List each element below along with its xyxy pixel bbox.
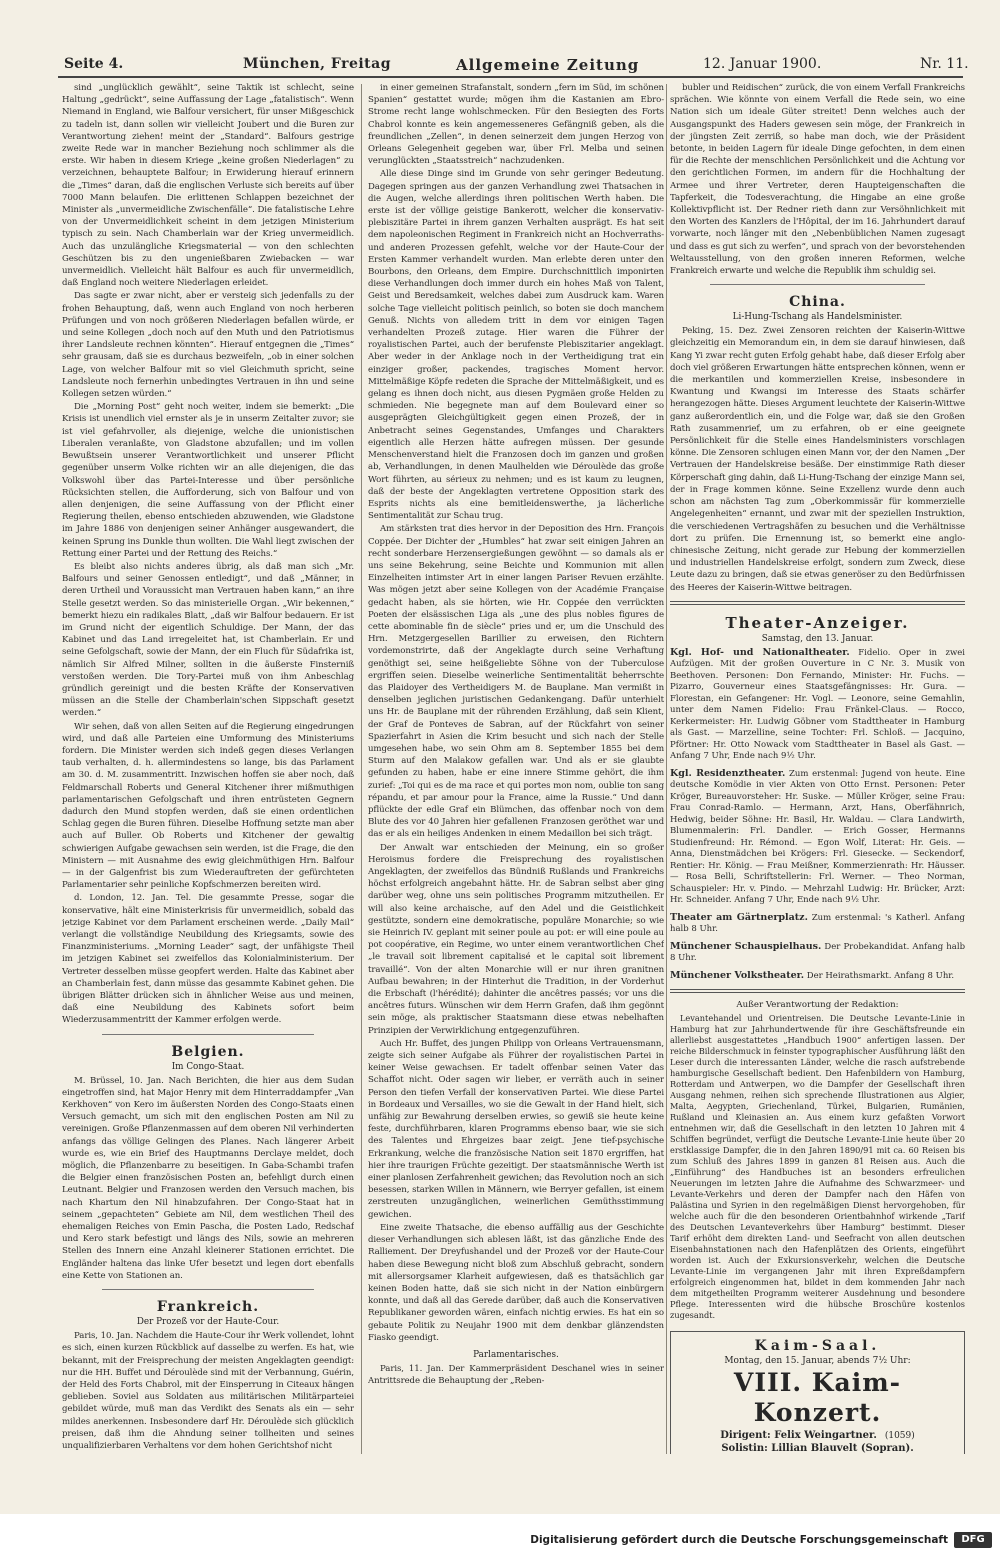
- article-paragraph: bubler und Reidischen“ zurück, die von einem Verfall Frankreichs sprächen. Wie könnte von einem Verfall die Rede sein, wo eine Nation sich um ideale Güter streitet! Denn welches auch der Ausgangspunkt des Haders gewesen sein möge, der Frankreich in der jüngsten Zeit zerriß, so habe man doch, wie der Präsident betonte, in beiden Lagern für ideale Dinge gefochten, in dem einen für die Rechte der menschlichen Persönlichkeit und die Achtung vor den gerichtlichen Formen, im andern für die Hochhaltung der Armee und ihrer Vertreter, deren Haupteigenschaften die Tapferkeit, die Todesverachtung, die Hingabe an eine große Kollektivpflicht ist. Der Redner rieth dann zur Versöhnlichkeit mit den Worten des Kanzlers de l'Hôpital, der im 16. Jahrhundert darauf vorwarte, noch länger mit den „Nebenbüblichen Namen zugesagt und dass es gut sich zu werfen“, und sprach von der bevorstehenden Weltausstellung, von den großen inneren Reformen, welche Frankreich erwarte und welche die Republik ihm schuldig sei.: [670, 83, 965, 277]
- article-paragraph: Eine zweite Thatsache, die ebenso auffällig aus der Geschichte dieser Verhandlungen sich ablesen läßt, ist das gänzliche Ende des Ralliement. Der Dreyfushandel und der Prozeß vor der Haute-Cour haben diese Bewegung nicht bloß zum Abschluß gebracht, sondern mit allersorgsamer Klarheit aufgewiesen, daß es thatsächlich gar keinen Boden hatte, daß sie sich nicht in der Nation einbürgern konnte, und daß all das Gerede darüber, daß auch die Konservativen Republikaner geworden wären, einfach nichtig erwies. Es hat ein so gebaute Politik zu Neujahr 1900 mit dem denkbar glänzendsten Fiasko geendigt.: [368, 1222, 664, 1343]
- ad-soloist: Solistin: Lillian Blauvelt (Sopran).: [721, 1443, 914, 1454]
- article-paragraph: Paris, 10. Jan. Nachdem die Haute-Cour ihr Werk vollendet, lohnt es sich, einen kurzen Rückblick auf dasselbe zu werfen. Es hat, wie bekannt, mit der Freisprechung der meisten Angeklagten geendigt: nur die HH. Buffet und Déroulède sind mit der Verbannung, Guérin, der Held des Forts Chabrol, mit der Einsperrung in Citeaux hängen geblieben. Soviel aus Soldaten aus militärischen Militärparteiei gebildet würde, muß man das Verdikt des Senats als ein — sehr mildes anerkennen. Insbesondere darf Hr. Déroulède sich glücklich preisen, daß ihm die Ahndung seiner tollheiten und seines unqualifizierbaren Verhaltens vor dem hohen Gerichtshof nicht: [62, 1331, 354, 1451]
- section-heading-belgien: Belgien.: [171, 1043, 245, 1060]
- page-number: Seite 4.: [64, 56, 124, 72]
- theater-name: Münchener Schauspielhaus.: [670, 940, 822, 952]
- ad-venue-title: Kaim-Saal.: [754, 1338, 881, 1355]
- article-paragraph: in einer gemeinen Strafanstalt, sondern „fern im Süd, im schönen Spanien“ gestattet wurde; mögen ihm die Kastanien am Ebro-Strome recht lange wohlschmecken. Für den Besiegten des Forts Chabrol konnte es kein angemesseneres Gefängniß geben, als die freundlichen „Zellen“, in denen seinerzeit dem jungen Herzog von Orleans Gelegenheit gegeben war, über Frl. Melba und seinen verunglückten „Staatsstreich“ nachzudenken.: [368, 83, 664, 167]
- section-subheading: Parlamentarisches.: [473, 1349, 559, 1360]
- theater-program: Der Heirathsmarkt. Anfang 8 Uhr.: [806, 970, 955, 981]
- theater-entry: [670, 768, 965, 907]
- digitization-footer: [0, 1514, 1000, 1556]
- dfg-logo: DFG: [954, 1532, 992, 1548]
- place-weekday: München, Freitag: [243, 56, 392, 72]
- theater-entry: [670, 912, 965, 936]
- section-divider: [102, 1289, 314, 1290]
- column-rule: [361, 84, 362, 1454]
- article-paragraph: Das sagte er zwar nicht, aber er versteig sich jedenfalls zu der frohen Behauptung, daß, wenn auch England von noch herberen Prüfungen und von noch größeren Niederlagen befallen würde, er und seine Kollegen „doch noch auf den Muth und den Patriotismus ihrer Landsleute rechnen könnten“. Hierauf entgegnen die „Times“ sehr grausam, daß sie es durchaus bezweifeln, „ob in einer solchen Lage, von welcher Balfour mit so viel Gleichmuth spricht, seine Landsleute noch fernerhin unbedingtes Vertrauen in ihn und seine Kollegen setzen würden.“: [62, 291, 354, 400]
- theater-heading: Theater-Anzeiger.: [725, 613, 910, 632]
- article-paragraph: sind „unglücklich gewählt“, seine Taktik ist schlecht, seine Haltung „gedrückt“, seine Auffassung der Lage „fatalistisch“. Wenn Niemand in England, wie Balfour versichert, für unser Mißgeschick zu tadeln ist, dann sollen wir vielleicht Joubert und die Buren zur Verantwortung ziehen! meint der „Standard“. Balfours gestrige zweite Rede war in mancher Beziehung noch schlimmer als die erste. Wir haben in diesem Kriege „keine großen Niederlagen“ zu verzeichnen, behauptete Balfour; in Erwiderung hierauf erinnern die „Times“ daran, daß die englischen Verluste sich bereits auf über 7000 Mann belaufen. Die erlittenen Schlappen bezeichnet der Minister als „unvermeidliche Zwischenfälle“. Die fatalistische Lehre von der Unvermeidlichkeit scheint in dem jetzigen Ministerium typisch zu sein. Nach Chamberlain war der Krieg unvermeidlich. Auch das unzulängliche Kriegsmaterial — von den schlechten Geschützen bis zu den ungenießbaren Zwiebacken — war unvermeidlich. Vielleicht hält Balfour es auch für unvermeidlich, daß England noch weitere Niederlagen erleidet.: [62, 83, 354, 289]
- ad-date: Montag, den 15. Januar, abends 7½ Uhr:: [724, 1356, 911, 1367]
- newspaper-title: Allgemeine Zeitung: [456, 56, 640, 74]
- ad-number: (1059): [884, 1431, 915, 1442]
- column-3: [670, 82, 965, 1454]
- theater-date: Samstag, den 13. Januar.: [761, 633, 874, 644]
- issue-date: 12. Januar 1900.: [703, 56, 822, 72]
- article-paragraph: Es bleibt also nichts anderes übrig, als daß man sich „Mr. Balfours und seiner Genossen entledigt“, und daß „Männer, in deren Urtheil und Voraussicht man Vertrauen haben kann,“ an ihre Stelle gesetzt werden. So das ministerielle Organ. „Wir bekennen,“ bemerkt hiezu ein radikales Blatt, „daß wir Balfour bedauern. Er ist im Grund nicht der eigentlich Schuldige. Der Mann, der das Kabinet und das Land irregeleitet hat, ist Chamberlain. Er und seine Gefolgschaft, sowie der Mann, der ein Fluch für Südafrika ist, nämlich Sir Alfred Milner, sollten in die äußerste Finsterniß verstoßen werden. Die Tory-Partei muß von ihm Anbeschlag gründlich gereinigt und die besten Kräfte der Konservativen müssen an die Stelle der Chamberlain'schen Sippschaft gesetzt werden.“: [62, 561, 354, 719]
- theater-entry: [670, 647, 965, 763]
- ad-conductor-line: [677, 1430, 958, 1441]
- article-paragraph: Wir sehen, daß von allen Seiten auf die Regierung eingedrungen wird, und daß alle Parteien eine Umformung des Ministeriums fordern. Die Minister werden sich indeß gegen dieses Verlangen taub verhalten, d. h. allermindestens so lange, bis das Parlament am 30. d. M. zusammentritt. Inzwischen hoffen sie aber noch, daß Feldmarschall Roberts und General Kitchener ihrer mißmuthigen parlamentarischen Gefolgschaft und ihren entrüsteten Gegnern dadurch den Mund stopfen werden, daß sie einen ordentlichen Schlag gegen die Buren führen. Dieselbe Hoffnung setzte man aber auch auf Buller. Ob Roberts und Kitchener der gewaltig schwierigen Aufgabe gewachsen sein werden, ist die Frage, die den Ministern — mit Ausnahme des ewig gleichmüthigen Hrn. Balfour — in der Galgenfrist bis zum Wiederauftreten der gefürchteten Parlamentarier sehr peinliche Kopfschmerzen bereiten wird.: [62, 721, 354, 891]
- funding-notice: Digitalisierung gefördert durch die Deutsche Forschungsgemeinschaft: [530, 1534, 948, 1546]
- kaim-concert-ad: [670, 1331, 965, 1454]
- column-rule: [666, 84, 667, 1454]
- theater-program: Zum erstenmal: 's Katherl. Anfang halb 8 Uhr.: [670, 912, 965, 935]
- ad-concert-title: VIII. Kaim-Konzert.: [733, 1368, 902, 1428]
- article-paragraph: Am stärksten trat dies hervor in der Deposition des Hrn. François Coppée. Der Dichter der „Humbles“ hat zwar seit einigen Jahren an recht sonderbare Herzensergießungen gewöhnt — so damals als er uns seine Bekehrung, seine Beichte und Kommunion mit allen Einzelheiten intimster Art in einer langen Pariser Revuen erzählte. Was mögen jetzt aber seine Kollegen von der Académie Française gedacht haben, als sie hörten, wie Hr. Coppée den verrückten Poeten der elsässischen Liga als „une des plus nobles figures de cette abominable fin de siècle“ pries und er, um die Unschuld des Hrn. Metzgergesellen Barillier zu erweisen, den Richtern vordemonstrirte, daß der Angeklagte durch seine Verhaftung genöthigt sei, seine heißgeliebte Söhne von der Tuberculose ergriffen seien. Dieselbe weinerliche Sentimentalität beherrschte das Plaidoyer des Vertheidigers M. de Bauplane. Man vermißt in denselben jeglichen juristischen Gedankengang. Dafür unterhielt uns Hr. de Bauplane mit der rührenden Erzählung, daß sein Klient, der Graf de Ponteves de Sabran, auf der Rückfahrt von seiner Spazierfahrt in Asien die Krim besucht und sich nach der Stelle umgesehen habe, wo sein Ohm am 8. September 1855 bei dem Sturm auf den Malakow gefallen war. Und als er sie glaubte gefunden zu haben, habe er eine innere Stimme gehört, die ihm zurief: „Toi qui es de ma race et qui portes mon nom, oublie ton sang répandu, et par amour pour la France, aime la Russie.“ Und dann pflückte der edle Graf ein Blümchen, das offenbar noch von dem Blute des vor 40 Jahren hier gefallenen Franzosen geröthet war und das er als ein heiliges Andenken in einem Medaillon bei sich trägt.: [368, 524, 664, 840]
- theater-name: Kgl. Residenztheater.: [670, 767, 786, 779]
- theater-name: Kgl. Hof- und Nationaltheater.: [670, 646, 850, 658]
- theater-name: Theater am Gärtnerplatz.: [670, 911, 808, 923]
- section-heading-china: China.: [789, 294, 846, 311]
- article-paragraph: Alle diese Dinge sind im Grunde von sehr geringer Bedeutung. Dagegen springen aus der ganzen Verhandlung zwei Thatsachen in die Augen, welche allerdings ihren politischen Werth haben. Die erste ist der völlige geistige Bankerott, welcher die konservativ-plebiszitäre Partei in ihrem ganzen Verhalten ausprägt. Es hat seit dem napoleonischen Regiment in Frankreich nicht an Hochverraths- und anderen Prozessen gefehlt, welche vor der Haute-Cour der Ersten Kammer verhandelt wurden. Man erlebte deren unter den Bourbons, den Orleans, dem Empire. Durchschnittlich imponirten diese Verhandlungen doch immer durch ein hohes Maß von Talent, Geist und Beredsamkeit, welches dabei zum Ausdruck kam. Waren solche Tage vielleicht politisch peinlich, so boten sie doch manchem Genuß. Nichts von alledem tritt in dem vor einigen Tagen verhandelten Prozeß zutage. Hier waren die Führer der royalistischen Partei, auch der berufenste Plebiszitarier angeklagt. Aber weder in der Anklage noch in der Vertheidigung trat ein einziger großer, packendes, tragisches Moment hervor. Mittelmäßige Köpfe redeten die Sprache der Mittelmäßigkeit, und es gelang es ihnen doch nicht, aus diesen Pygmäen große Helden zu schmieden. Nie begegnete man auf dem Boulevard einer so ausgeprägten Gleichgültigkeit gegen einen Prozeß, der in Anbetracht seines Gegenstandes, Umfanges und Charakters eigentlich alle Herzen hätte aufregen müssen. Der gesunde Menschenverstand hielt die Franzosen doch im ganzen und großen ab, Verhandlungen, in denen Maulhelden wie Déroulède das große Wort führten, au sérieux zu nehmen; und es ist kaum zu leugnen, daß der beste der Angeklagten vertretene Opposition stark des Esprits nichts als eine bemitleidenswerthe, ja lächerliche Sentimentalität zur Schau trug.: [368, 169, 664, 522]
- section-subheading: Li-Hung-Tschang als Handelsminister.: [732, 312, 903, 323]
- theater-program: Der Probekandidat. Anfang halb 8 Uhr.: [670, 941, 965, 964]
- section-subheading: Im Congo-Staat.: [171, 1061, 245, 1072]
- theater-entry: [670, 941, 965, 965]
- double-rule: [670, 989, 965, 993]
- masthead: [58, 52, 969, 78]
- issue-number: Nr. 11.: [920, 56, 969, 72]
- column-2: [368, 82, 664, 1454]
- theater-name: Münchener Volkstheater.: [670, 969, 805, 981]
- ad-conductor: Dirigent: Felix Weingartner.: [720, 1430, 877, 1442]
- article-paragraph: d. London, 12. Jan. Tel. Die gesammte Presse, sogar die konservative, hält eine Ministerkrisis für unvermeidlich, sobald das jetzige Kabinet vor dem Parlament erscheinen werde. „Daily Mail“ verlangt die vollständige Neubildung des Kriegsamts, sowie des Finanzministeriums. „Morning Leader“ sagt, der unfähigste Theil im jetzigen Kabinet sei zweifellos das Kolonialministerium. Der Vertreter desselben müsse geopfert werden. Halte das Kabinet aber an Chamberlain fest, dann müsse das gesammte Kabinet gehen. Die übrigen Blätter drücken sich in ähnlicher Weise aus und meinen, daß eine Neubildung des Kabinets sofort beim Wiederzusammentritt der Kammer erfolgen werde.: [62, 893, 354, 1026]
- article-paragraph: Der Anwalt war entschieden der Meinung, ein so großer Heroismus fordere die Freisprechung des royalistischen Angeklagten, der zweifellos das Bündniß Rußlands und Frankreichs höchst erfolgreich angebahnt hätte. Hr. de Sabran selbst aber ging darüber weg, ohne uns sein politisches Programm mitzutheilen. Er will also keine archaische, auf den Adel und die Geistlichkeit gestützte, sondern eine demokratische, populäre Monarchie; so wie sie Heinrich IV. geplant mit seiner poule au pot: er will eine poule au pot coopérative, ein Regime, wo unter einem verantwortlichen Chef „le travail soit librement capitalisé et le capital soit librement travaillé“. Von der alten Monarchie will er nur ihren granitnen Aufbau bewahren; in der Hinterhut die Tradition, in der Vorderhut die Erbschaft (l'hérédité); dahinter die ancêtres passés; vor uns die ancêtres futurs. Wünschen wir dem Herrn Grafen, daß ihm gegönnt sein möge, als praktischer Staatsmann diese etwas nebelhaften Prinzipien der Verwirklichung entgegenzuführen.: [368, 842, 664, 1036]
- section-subheading: Der Prozeß vor der Haute-Cour.: [136, 1317, 280, 1328]
- theater-program: Zum erstenmal: Jugend von heute. Eine deutsche Komödie in vier Akten von Otto Ernst. Personen: Peter Kröger, Bureauvorsteher: Hr. Suske. — Müller Kröger, seine Frau: Frau Conrad-Ramlo. — Hermann, Arzt, Hans, Oberfähnrich, Hedwig, beider Söhne: Hr. Basil, Hr. Waldau. — Clara Landwirth, Blumenmalerin: Frl. Dandler. — Erich Gosser, Hermanns Studienfreund: Hr. Rémond. — Egon Wolf, Literat: Hr. Geis. — Anna, Dienstmädchen bei Krögers: Frl. Giesecke. — Seckendorf, Rentier: Hr. König. — Frau Meißner, Kommerzienrath: Hr. Häusser. — Rosa Belli, Schriftstellerin: Frl. Werner. — Theo Norman, Schauspieler: Hr. v. Pindo. — Mehrzahl Ludwig: Hr. Brücker, Arzt: Hr. Schneider. Anfang 7 Uhr, Ende nach 9½ Uhr.: [670, 768, 965, 906]
- advertorial-paragraph: Levantehandel und Orientreisen. Die Deutsche Levante-Linie in Hamburg hat zur Jahrhundertwende für ihre Geschäftsfreunde ein allerliebst ausgestattetes „Handbuch 1900“ anfertigen lassen. Der reiche Bilderschmuck in feinster typographischer Ausführung läßt den Leser durch die interessanten Länder, welche die rasch aufstrebende hamburgische Gesellschaft bedient. Den Hafenbildern von Hamburg, Rotterdam und Antwerpen, wo die Dampfer der Gesellschaft ihren Ausgang nehmen, reihen sich sprechende Illustrationen aus Algier, Malta, Aegypten, Griechenland, Türkei, Bulgarien, Rumänien, Rußland und Kleinasien an. Aus einem kurz gefaßten Vorwort entnehmen wir, daß die Gesellschaft in den letzten 10 Jahren mit 4 Schiffen begründet, verfügt die Deutsche Levante-Linie heute über 20 erstklassige Dampfer, die in den Jahren 1890/91 mit ca. 60 Reisen bis zum Schluß des Jahres 1899 in ganzen 81 Reisen aus. Auch die „Einführung“ des Handbuches ist an besonders erfreulichen Neuerungen im letzten Jahre die Aufnahme des Schwarzmeer- und Levante-Verkehrs und deren der Dampfer nach den Häfen von Palästina und Syrien in den regelmäßigen Dienst hervorgehoben, für welche auch für die den besonderen Orientbahnhof wirkende „Tarif des Deutschen Levanteverkehrs über Hamburg“ bestimmt. Dieser Tarif erhöht dem direkten Land- und Seefracht von allen deutschen Eisenbahnstationen nach den Hafenplätzen des Orients, eingeführt worden ist. Auch der Exkursionsverkehr, welchen die Deutsche Levante-Linie im vergangenen Jahr mit ihren Expreßdampfern erfolgreich eingenommen hat, bildet in dem kommenden Jahr nach dem mitgetheilten Programm weiterer Ausdehnung und besondere Pflege. Interessenten wird die hübsche Broschüre kostenlos zugesandt.: [670, 1013, 965, 1321]
- section-divider: [710, 284, 925, 285]
- theater-program: Fidelio. Oper in zwei Aufzügen. Mit der großen Ouverture in C Nr. 3. Musik von Beethoven. Personen: Don Fernando, Minister: Hr. Fuchs. — Pizarro, Gouverneur eines Staatsgefängnisses: Hr. Gura. — Florestan, ein Gefangener: Hr. Vogl. — Leonore, seine Gemahlin, unter dem Namen Fidelio: Frau Fränkel-Claus. — Rocco, Kerkermeister: Hr. Ludwig Göbner vom Stadttheater in Hamburg als Gast. — Marzelline, seine Tochter: Frl. Schloß. — Jacquino, Pförtner: Hr. Otto Nowack vom Stadttheater in Basel als Gast. — Anfang 7 Uhr, Ende nach 9½ Uhr.: [670, 647, 965, 762]
- article-paragraph: Paris, 11. Jan. Der Kammerpräsident Deschanel wies in seiner Antrittsrede die Behauptung der „Reben-: [368, 1363, 664, 1387]
- article-paragraph: Peking, 15. Dez. Zwei Zensoren reichten der Kaiserin-Wittwe gleichzeitig ein Memorandum ein, in dem sie darauf hinwiesen, daß Kang Yi zwar recht guten Erfolg gehabt habe, daß dieser Erfolg aber doch viel größeren Erwartungen hätte entsprechen können, wenn er die merkantilen und kommerziellen Kreise, insbesondere in Kwantung und Kwangsi im Interesse des Staats schärfer herangezogen hätte. Dieses Argument leuchtete der Kaiserin-Wittwe ganz außerordentlich ein, und die Folge war, daß sie den Großen Rath zusammenrief, um zu erfahren, ob er eine geeignete Persönlichkeit für die Stelle eines Handelsministers vorschlagen könne. Die Zensoren schlugen einen Mann vor, der den Namen „Der Vertrauen der Handelskreise besäße. Der einstimmige Rath dieser Körperschaft ging dahin, daß Li-Hung-Tschang der einzige Mann sei, der in Frage kommen könne. Seine Exzellenz wurde denn auch schon am nächsten Tag zum „Oberkommissär für kommerzielle Angelegenheiten“ ernannt, und zwar mit der speziellen Instruktion, die verschiedenen Vertragshäfen zu besuchen und die Verhältnisse dort zu prüfen. Die Ernennung ist, so bemerkt eine anglo-chinesische Zeitung, nicht gerade zur Hebung der kommerziellen und industriellen Handelskreise erfolgt, sondern zum Zweck, diese Leute dazu zu bringen, daß sie etwas generöser zu den Bedürfnissen des Heeres der Kaiserin-Wittwe beitragen.: [670, 326, 965, 593]
- theater-entry: [670, 970, 965, 983]
- section-heading-frankreich: Frankreich.: [156, 1299, 260, 1316]
- double-rule: [670, 601, 965, 605]
- column-1: [62, 82, 354, 1454]
- article-paragraph: M. Brüssel, 10. Jan. Nach Berichten, die hier aus dem Sudan eingetroffen sind, hat Major Henry mit dem Hinterraddampfer „Van Kerkhoven“ von Kero im äußersten Norden des Congo-Staats einen Versuch gemacht, um sich mit den englischen Posten am Nil zu vereinigen. Große Pflanzenmassen auf dem oberen Nil verhinderten anfangs das völlige Gelingen des Planes. Nach längerer Arbeit wurde es, wie ein Brief des Hauptmanns Derclaye meldet, doch möglich, die Pflanzenbarre zu beseitigen. In Gaba-Schambi trafen die Belgier einen französischen Posten an, befehligt durch einen Leutnant. Belgier und Franzosen werden den Versuch machen, bis nach Khartum den Nil hinabzufahren. Der Congo-Staat hat in seinem „gepachteten“ Gebiete am Nil, dem westlichen Theil des ehemaligen Reiches von Emin Pascha, die Posten Lado, Redschaf und Kero stark befestigt und längs des Nils, sowie an mehreren Stellen des Innern eine Anzahl kleinerer Stationen errichtet. Die Engländer haltena das linke Ufer besetzt und legen dort ebenfalls eine Kette von Stationen an.: [62, 1075, 354, 1281]
- article-paragraph: Die „Morning Post“ geht noch weiter, indem sie bemerkt: „Die Krisis ist unendlich viel ernster als je in unserm Zeitalter zuvor; sie ist viel gefahrvoller, als diejenige, welche die unionistischen Liberalen veranlaßte, von Gladstone abzufallen; und im vollen Bewußtsein unserer Verantwortlichkeit und unserer Pflicht gegenüber unserm Volke richten wir an alle diejenigen, die das Volkswohl über das Partei-Interesse und über persönliche Rücksichten stellen, die Aufforderung, sich von Balfour und von allen denjenigen, die seine Auffassung von der Pflicht einer Regierung theilen, ebenso entschieden abzuwenden, wie Gladstone im Jahre 1886 von denjenigen seiner Anhänger ausgewandert, die keinen Sprung ins Dunkle thun wollten. Die Wahl liegt zwischen der Rettung einer Partei und der Rettung des Reichs.“: [62, 402, 354, 559]
- notice-disclaimer: Außer Verantwortung der Redaktion:: [736, 1000, 899, 1011]
- article-paragraph: Auch Hr. Buffet, des jungen Philipp von Orleans Vertrauensmann, zeigte sich seiner Aufgabe als Führer der royalistischen Partei in keiner Weise gewachsen. Er tadelt offenbar seinen Vater das Schaffot nicht. Oder sagen wir lieber, er verräth auch in seiner Person den tiefen Verfall der konservativen Partei. Wie diese Partei in Bordeaux und Versailles, wo sie die Gewalt in der Hand hielt, sich unfähig zur Bewahrung derselben erwies, so gewiß sie heute keine feste, durchführbaren, klaren Programms ebenso baar, wie sie sich des Talentes und Ehrgeizes baar zeigt. Jene tief-psychische Erkrankung, welche die französische Nation seit 1870 ergriffen, hat hier ihre traurigen Früchte gezeitigt. Der staatsmännische Werth ist einer planlosen Zerfahrenheit gewichen; das Revolution noch an sich besessen, starken Willen in Männern, wie Berryer gefallen, ist einem zerstreuten unzugänglichen, weinerlichen Gemüthsstimmung gewichen.: [368, 1038, 664, 1220]
- section-divider: [102, 1034, 314, 1035]
